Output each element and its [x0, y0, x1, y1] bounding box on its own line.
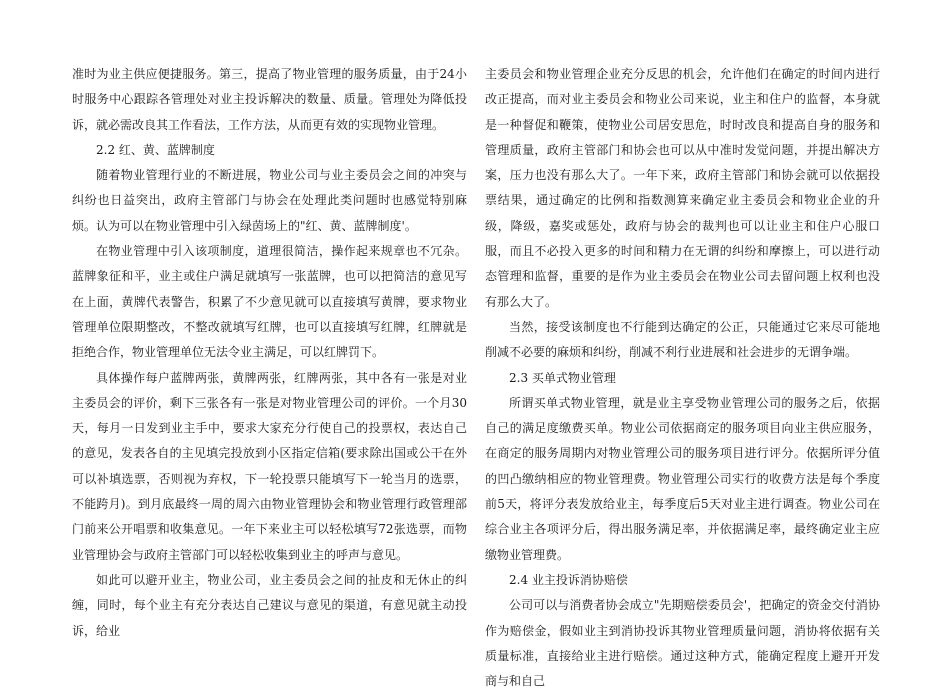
paragraph: 在物业管理中引入该项制度，道理很简洁，操作起来规章也不冗杂。蓝牌象征和平，业主或住户满足就填写一张蓝牌，也可以把简洁的意见写在上面，黄牌代表警告，积累了不少意见就可以直接填写黄牌，要求物业管理单位限期整改，不整改就填写红牌，也可以直接填写红牌，红牌就是拒绝合作，物业管理单位无法令业主满足，可以红牌罚下。	[72, 244, 467, 360]
paragraph: 公司可以与消费者协会成立"先期赔偿委员会'，把确定的资金交付消协作为赔偿金，假如业主到消协投诉其物业管理质量问题，消协将依据有关质量标准，直接给业主进行赔偿。通过这种方式，能确定程度上避开开发商与和自己	[485, 598, 880, 689]
left-column	[72, 62, 467, 644]
right-column	[485, 62, 880, 694]
paragraph: 如此可以避开业主，物业公司，业主委员会之间的扯皮和无休止的纠缠，同时，每个业主有充分表达自己建议与意见的渠道，有意见就主动投诉，给业	[72, 572, 467, 638]
paragraph: 具体操作每户蓝牌两张，黄牌两张，红牌两张，其中各有一张是对业主委员会的评价，剩下三张各有一张是对物业管理公司的评价。一个月30天，每月一日发到业主手中，要求大家充分行使自己的投票权，表达自己的意见，发表各自的主见填完投放到小区指定信箱(要求除出国或公干在外可以补填选票，否则视为弃权，下一轮投票只能填写下一轮当月的选票，不能跨月)。到月底最终一周的周六由物业管理协会和物业管理行政管理部门前来公开唱票和收集意见。一年下来业主可以轻松填写72张选票，而物业管理协会与政府主管部门可以轻松收集到业主的呼声与意见。	[72, 370, 467, 562]
paragraph: 所谓买单式物业管理，就是业主享受物业管理公司的服务之后，依据自己的满足度缴费买单。物业公司依据商定的服务项目向业主供应服务，在商定的服务周期内对物业管理公司的服务项目进行评分。依据所评分值的凹凸缴纳相应的物业管理费。物业管理公司实行的收费方法是每个季度前5天，将评分表发放给业主，每季度后5天对业主进行调查。物业公司在综合业主各项评分后，得出服务满足率，并依据满足率，最终确定业主应缴物业管理费。	[485, 395, 880, 562]
paragraph: 准时为业主供应便捷服务。第三，提高了物业管理的服务质量，由于24小时服务中心跟踪各管理处对业主投诉解决的数量、质量。管理处为降低投诉，就必需改良其工作看法，工作方法，从而更有效的实现物业管理。	[72, 67, 467, 132]
section-heading: 2.2 红、黄、蓝牌制度	[96, 142, 215, 157]
paragraph: 当然，接受该制度也不行能到达确定的公正，只能通过它来尽可能地削减不必要的麻烦和纠纷，削减不利行业进展和社会进步的无谓争端。	[485, 319, 880, 360]
paragraph: 随着物业管理行业的不断进展，物业公司与业主委员会之间的冲突与纠纷也日益突出，政府主管部门与协会在处理此类问题时也感觉特别麻烦。认为可以在物业管理中引入绿茵场上的"红、黄、蓝牌制度'。	[72, 168, 467, 233]
section-heading: 2.3 买单式物业管理	[509, 370, 616, 385]
section-heading: 2.4 业主投诉消协赔偿	[509, 572, 628, 587]
paragraph: 主委员会和物业管理企业充分反思的机会，允许他们在确定的时间内进行改正提高，而对业主委员会和物业公司来说，业主和住户的监督，本身就是一种督促和鞭策，使物业公司居安思危，时时改良和提高自身的服务和管理质量，政府主管部门和协会也可以从中准时发觉问题，并提出解决方案，压力也没有那么大了。一年下来，政府主管部门和协会就可以依据投票结果，通过确定的比例和指数测算来确定业主委员会和物业企业的升级，降级，嘉奖或惩处，政府与协会的裁判也可以让业主和住户心服口服，而且不必投入更多的时间和精力在无谓的纠纷和摩擦上，可以进行动态管理和监督，重要的是作为业主委员会在物业公司去留问题上权利也没有那么大了。	[485, 67, 880, 309]
